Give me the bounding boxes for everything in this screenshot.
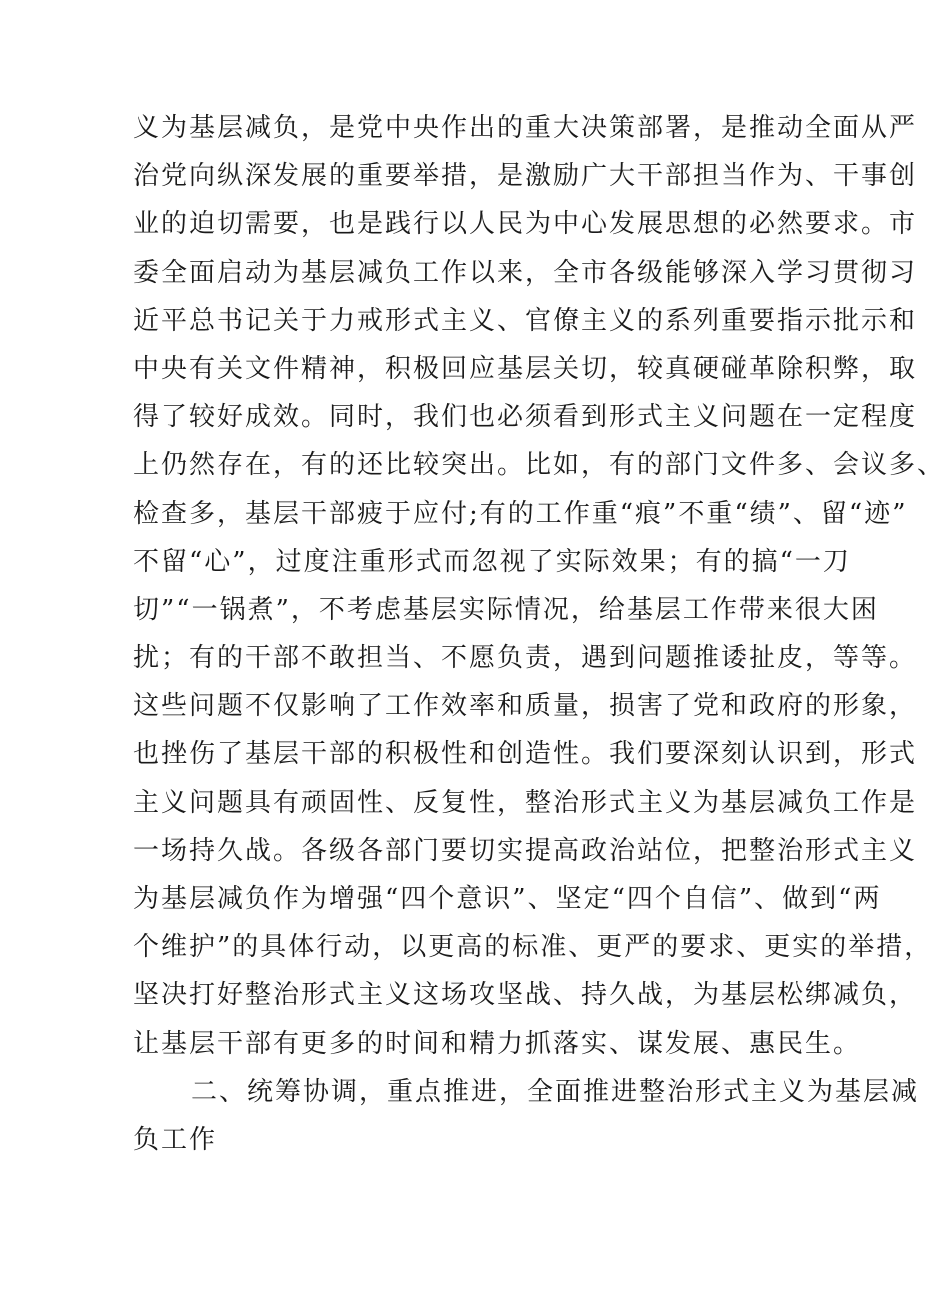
text-line: 一场持久战。各级各部门要切实提高政治站位，把整治形式主义 (133, 835, 918, 866)
text-line: 不留“心”，过度注重形式而忽视了实际效果；有的搞“一刀 (133, 546, 851, 577)
text-line: 得了较好成效。同时，我们也必须看到形式主义问题在一定程度 (133, 402, 918, 433)
text-line: 检查多，基层干部疲于应付;有的工作重“痕”不重“绩”、留“迹” (133, 498, 908, 529)
text-line: 切”“一锅煮”，不考虑基层实际情况，给基层工作带来很大困 (133, 594, 879, 625)
text-line: 为基层减负作为增强“四个意识”、坚定“四个自信”、做到“两 (133, 884, 882, 914)
text-line: 这些问题不仅影响了工作效率和质量，损害了党和政府的形象， (133, 691, 918, 722)
text-line: 近平总书记关于力戒形式主义、官僚主义的系列重要指示批示和 (133, 305, 918, 336)
text-line: 扰；有的干部不敢担当、不愿负责，遇到问题推诿扯皮，等等。 (133, 643, 918, 674)
body-text (133, 104, 945, 1164)
text-line: 治党向纵深发展的重要举措，是激励广大干部担当作为、干事创 (133, 161, 918, 192)
section-heading: 二、统筹协调，重点推进，全面推进整治形式主义为基层减 (191, 1076, 920, 1107)
text-line: 也挫伤了基层干部的积极性和创造性。我们要深刻认识到，形式 (133, 739, 918, 770)
text-line: 义为基层减负，是党中央作出的重大决策部署，是推动全面从严 (133, 113, 918, 143)
text-line: 个维护”的具体行动，以更高的标准、更严的要求、更实的举措， (133, 932, 933, 963)
text-line: 让基层干部有更多的时间和精力抓落实、谋发展、惠民生。 (133, 1028, 862, 1059)
text-line: 委全面启动为基层减负工作以来，全市各级能够深入学习贯彻习 (133, 257, 918, 288)
text-line: 上仍然存在，有的还比较突出。比如，有的部门文件多、会议多、 (133, 450, 945, 481)
text-line: 中央有关文件精神，积极回应基层关切，较真硬碰革除积弊，取 (133, 353, 918, 384)
text-line: 主义问题具有顽固性、反复性，整治形式主义为基层减负工作是 (133, 787, 918, 818)
text-line: 业的迫切需要，也是践行以人民为中心发展思想的必然要求。市 (133, 209, 918, 240)
text-line: 坚决打好整治形式主义这场攻坚战、持久战，为基层松绑减负， (133, 980, 918, 1011)
section-heading-continued: 负工作 (133, 1124, 218, 1155)
